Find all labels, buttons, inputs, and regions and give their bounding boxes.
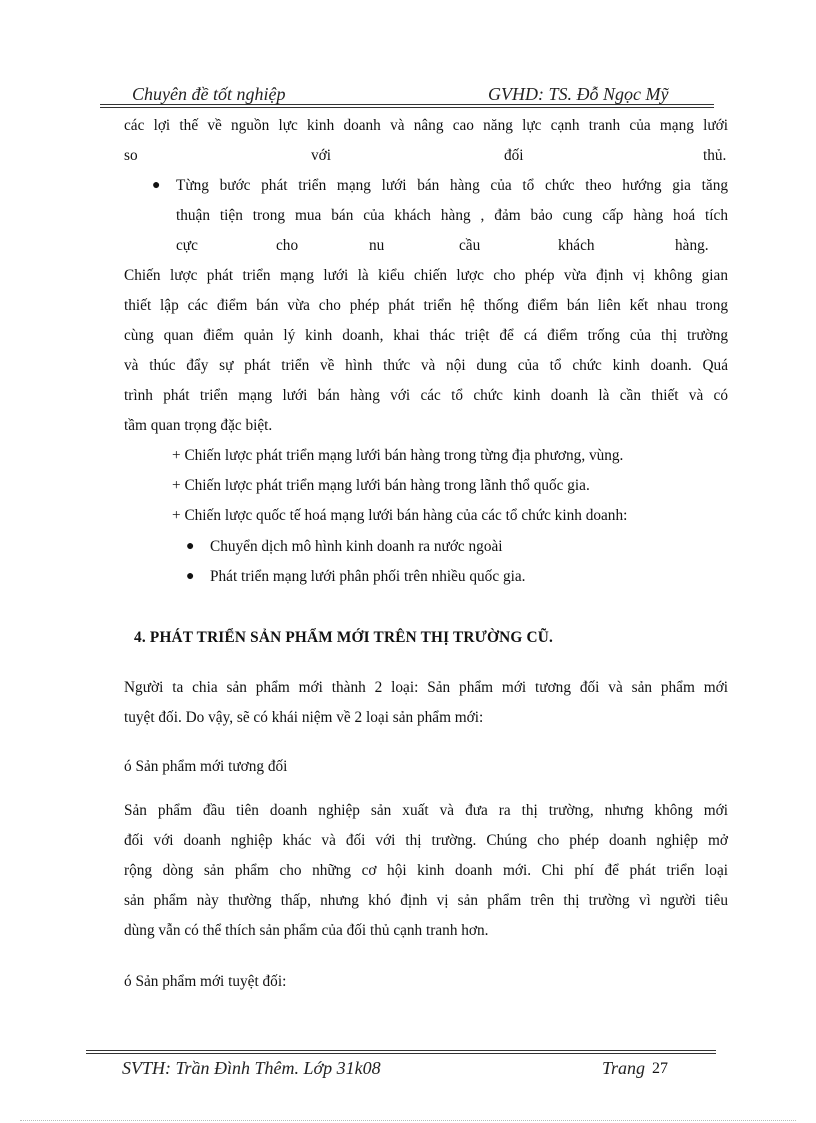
header-right: GVHD: TS. Đỗ Ngọc Mỹ (488, 84, 669, 104)
plus-item: + Chiến lược phát triển mạng lưới bán hàng trong lãnh thổ quốc gia. (172, 477, 590, 494)
word: hàng. (675, 237, 709, 254)
bullet-icon: ● (186, 539, 195, 554)
footer-left: SVTH: Trần Đình Thêm. Lớp 31k08 (122, 1058, 381, 1078)
sub-bullet-item: Phát triển mạng lưới phân phối trên nhiều quốc gia. (210, 568, 526, 585)
word: cực (176, 237, 198, 254)
footer-page-label: Trang (602, 1058, 646, 1078)
plus-item: + Chiến lược quốc tế hoá mạng lưới bán hàng của các tổ chức kinh doanh: (172, 507, 628, 524)
header-rule-bottom (100, 107, 714, 108)
paragraph-line: thiết lập các điểm bán vừa cho phép phát triển hệ thống điểm bán liên kết nhau trong (124, 297, 728, 314)
word: cho (276, 237, 299, 254)
paragraph-line: Người ta chia sản phẩm mới thành 2 loại: Sản phẩm mới tương đối và sản phẩm mới (124, 679, 728, 696)
page-number: 27 (652, 1060, 668, 1077)
footer-rule-top (86, 1050, 716, 1051)
word: cầu (459, 237, 481, 254)
bullet-icon: ● (152, 178, 161, 193)
paragraph-line: Sản phẩm đầu tiên doanh nghiệp sản xuất và đưa ra thị trường, nhưng không mới (124, 802, 728, 819)
footer-rule-bottom (86, 1053, 716, 1054)
subheading: ó Sản phẩm mới tuyệt đối: (124, 973, 287, 990)
plus-item: + Chiến lược phát triển mạng lưới bán hàng trong từng địa phương, vùng. (172, 447, 624, 464)
header-left: Chuyên đề tốt nghiệp (132, 84, 286, 104)
word: khách (558, 237, 595, 254)
paragraph-line: Chiến lược phát triển mạng lưới là kiểu chiến lược cho phép vừa định vị không gian (124, 267, 728, 284)
page-edge-dotted (20, 1120, 796, 1121)
subheading: ó Sản phẩm mới tương đối (124, 758, 288, 775)
paragraph-line: tuyệt đối. Do vậy, sẽ có khái niệm về 2 loại sản phẩm mới: (124, 709, 484, 726)
paragraph-line: trình phát triển mạng lưới bán hàng với các tổ chức kinh doanh là cần thiết và có (124, 387, 728, 404)
bullet-icon: ● (186, 569, 195, 584)
paragraph-line: đối với doanh nghiệp khác và đối với thị trường. Chúng cho phép doanh nghiệp mở (124, 832, 728, 849)
header-rule-top (100, 104, 714, 105)
word: thủ. (703, 147, 727, 164)
bullet-line: thuận tiện trong mua bán của khách hàng , đảm bảo cung cấp hàng hoá tích (176, 207, 728, 224)
paragraph-line: tầm quan trọng đặc biệt. (124, 417, 273, 434)
word: với (311, 147, 331, 164)
section-heading: 4. PHÁT TRIỂN SẢN PHẨM MỚI TRÊN THỊ TRƯỜNG CŨ. (134, 629, 554, 646)
word: đối (504, 147, 524, 164)
paragraph-line: cùng quan điểm quản lý kinh doanh, khai thác triệt để cá điểm trống của thị trường (124, 327, 728, 344)
paragraph-line: dùng vẫn có thể thích sản phẩm của đối thủ cạnh tranh hơn. (124, 922, 489, 939)
paragraph-line: sản phẩm này thường thấp, nhưng khó định vị sản phẩm trên thị trường vì người tiêu (124, 892, 728, 909)
paragraph-line: các lợi thế về nguồn lực kinh doanh và nâng cao năng lực cạnh tranh của mạng lưới (124, 117, 728, 134)
paragraph-line: và thúc đẩy sự phát triển về hình thức và nội dung của tổ chức kinh doanh. Quá (124, 357, 728, 374)
bullet-line: Từng bước phát triển mạng lưới bán hàng của tổ chức theo hướng gia tăng (176, 177, 728, 194)
paragraph-line: rộng dòng sản phẩm cho những cơ hội kinh doanh mới. Chi phí để phát triển loại (124, 862, 728, 879)
word: so (124, 147, 138, 164)
word: nu (369, 237, 385, 254)
sub-bullet-item: Chuyển dịch mô hình kinh doanh ra nước ngoài (210, 538, 503, 555)
